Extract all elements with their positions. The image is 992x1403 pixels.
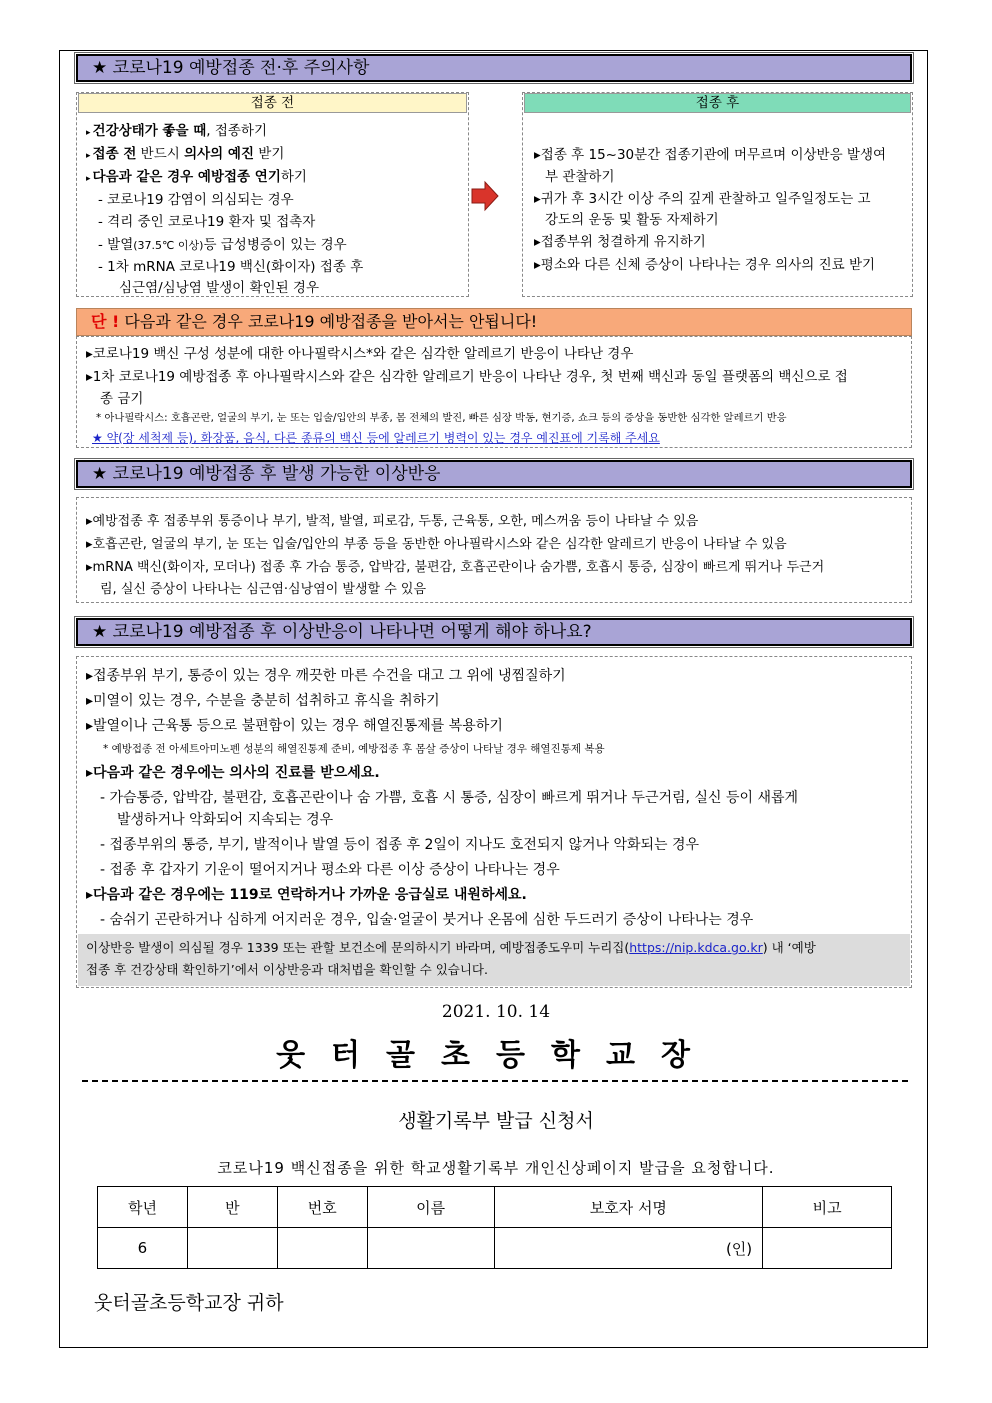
side-effect-1: ▸예방접종 후 접종부위 통증이나 부기, 발적, 발열, 피로감, 두통, 근육통, 오한, 메스꺼움 등이 나타날 수 있음 bbox=[86, 514, 699, 529]
after-item-1: ▸접종 후 15~30분간 접종기관에 머무르며 이상반응 발생여 bbox=[534, 147, 887, 163]
cell-class[interactable] bbox=[187, 1228, 277, 1269]
todo-5: ▸다음과 같은 경우에는 119로 연락하거나 가까운 응급실로 내원하세요. bbox=[86, 887, 527, 903]
table-row bbox=[98, 1228, 892, 1269]
todo-4-sub-3: - 접종 후 갑자기 기운이 떨어지거나 평소와 다른 이상 증상이 나타나는 경우 bbox=[100, 862, 560, 878]
todo-2: ▸미열이 있는 경우, 수분을 충분히 섭취하고 휴식을 취하기 bbox=[86, 693, 440, 709]
before-sub-3: - 발열(37.5℃ 이상)등 급성병증이 있는 경우 bbox=[98, 237, 347, 253]
header-number: 번호 bbox=[277, 1187, 367, 1228]
cell-guardian-signature[interactable]: (인) bbox=[494, 1228, 763, 1269]
contact-note: 이상반응 발생이 의심될 경우 1339 또는 관할 보건소에 문의하시기 바라며, 예방접종도우미 누리집(https://nip.kdca.go.kr) 내 ‘예방 접종 후 건강상태 확인하기’에서 이상반응과 대처법을 확인할 수 있습니다. bbox=[78, 934, 910, 986]
todo-4-sub-1: - 가슴통증, 압박감, 불편감, 호흡곤란이나 숨 가쁨, 호흡 시 통증, 심장이 빠르게 뛰거나 두근거림, 실신 등이 새롭게 bbox=[100, 790, 799, 806]
todo-5-sub-1: - 숨쉬기 곤란하거나 심하게 어지러운 경우, 입술·얼굴이 붓거나 온몸에 심한 두드러기 증상이 나타나는 경우 bbox=[100, 912, 754, 928]
form-title: 생활기록부 발급 신청서 bbox=[398, 1110, 594, 1132]
before-sub-4: - 1차 mRNA 코로나19 백신(화이자) 접종 후 bbox=[98, 259, 364, 275]
header-remarks: 비고 bbox=[763, 1187, 892, 1228]
contra-item-1: ▸코로나19 백신 구성 성분에 대한 아나필락시스*와 같은 심각한 알레르기 반응이 나타난 경우 bbox=[86, 346, 634, 362]
before-sub-1: - 코로나19 감염이 의심되는 경우 bbox=[98, 192, 294, 208]
section-side-effects-title: ★ 코로나19 예방접종 후 발생 가능한 이상반응 bbox=[76, 460, 912, 488]
before-sub-2: - 격리 중인 코로나19 환자 및 접촉자 bbox=[98, 214, 316, 230]
todo-4-sub-2: - 접종부위의 통증, 부기, 발적이나 발열 등이 접종 후 2일이 지나도 호전되지 않거나 악화되는 경우 bbox=[100, 837, 700, 853]
form-request-text: 코로나19 백신접종을 위한 학교생활기록부 개인신상페이지 발급을 요청합니다. bbox=[217, 1159, 775, 1177]
cell-number[interactable] bbox=[277, 1228, 367, 1269]
before-header: 접종 전 bbox=[78, 93, 467, 113]
after-header: 접종 후 bbox=[524, 93, 911, 113]
side-effect-3: ▸mRNA 백신(화이자, 모더나) 접종 후 가슴 통증, 압박감, 불편감, 호흡곤란이나 숨가쁨, 호흡시 통증, 심장이 빠르게 뛰거나 두근거 bbox=[86, 560, 825, 575]
before-item-1: ▸ 건강상태가 좋을 때, 접종하기 bbox=[86, 123, 268, 139]
after-item-4: ▸평소와 다른 신체 증상이 나타나는 경우 의사의 진료 받기 bbox=[534, 257, 876, 273]
side-effect-2: ▸호흡곤란, 얼굴의 부기, 눈 또는 입술/입안의 부종 등을 동반한 아나필락시스와 같은 심각한 알레르기 반응이 나타날 수 있음 bbox=[86, 537, 787, 552]
application-table bbox=[97, 1186, 892, 1269]
cell-remarks[interactable] bbox=[763, 1228, 892, 1269]
header-grade: 학년 bbox=[98, 1187, 188, 1228]
contra-item-2b: 종 금기 bbox=[100, 391, 144, 407]
after-item-3: ▸접종부위 청결하게 유지하기 bbox=[534, 234, 706, 250]
right-arrow-icon bbox=[470, 180, 500, 212]
nip-link[interactable]: https://nip.kdca.go.kr bbox=[629, 940, 763, 955]
contraindication-title: 단 ! 다음과 같은 경우 코로나19 예방접종을 받아서는 안됩니다! bbox=[76, 308, 912, 336]
todo-3: ▸발열이나 근육통 등으로 불편함이 있는 경우 해열진통제를 복용하기 bbox=[86, 718, 503, 734]
header-name: 이름 bbox=[367, 1187, 494, 1228]
anaphylaxis-footnote: * 아나필락시스: 호흡곤란, 얼굴의 부기, 눈 또는 입술/입안의 부종, 몸 전체의 발진, 빠른 심장 박동, 현기증, 쇼크 등의 증상을 동반한 심각한 알레르기 반응 bbox=[96, 412, 787, 424]
document-date: 2021. 10. 14 bbox=[441, 1002, 551, 1022]
cell-grade[interactable]: 6 bbox=[98, 1228, 188, 1269]
todo-1: ▸접종부위 부기, 통증이 있는 경우 깨끗한 마른 수건을 대고 그 위에 냉찜질하기 bbox=[86, 668, 566, 684]
allergy-note: ★ 약(장 세척제 등), 화장품, 음식, 다른 종류의 백신 등에 알레르기 병력이 있는 경우 예진표에 기록해 주세요 bbox=[92, 431, 660, 445]
after-item-2: ▸귀가 후 3시간 이상 주의 깊게 관찰하고 일주일정도는 고 bbox=[534, 191, 871, 207]
before-item-3: ▸ 다음과 같은 경우 예방접종 연기하기 bbox=[86, 169, 307, 185]
after-item-1b: 부 관찰하기 bbox=[545, 169, 615, 185]
cut-line bbox=[82, 1080, 908, 1082]
header-class: 반 bbox=[187, 1187, 277, 1228]
side-effect-3b: 림, 실신 증상이 나타나는 심근염·심낭염이 발생할 수 있음 bbox=[100, 582, 427, 597]
todo-4: ▸다음과 같은 경우에는 의사의 진료를 받으세요. bbox=[86, 765, 380, 781]
before-item-2: ▸ 접종 전 반드시 의사의 예진 받기 bbox=[86, 146, 285, 162]
after-item-2b: 강도의 운동 및 활동 자제하기 bbox=[545, 212, 719, 228]
contra-item-2: ▸1차 코로나19 예방접종 후 아나필락시스와 같은 심각한 알레르기 반응이 나타난 경우, 첫 번째 백신과 동일 플랫폼의 백신으로 접 bbox=[86, 369, 848, 385]
section-what-to-do-title: ★ 코로나19 예방접종 후 이상반응이 나타나면 어떻게 해야 하나요? bbox=[76, 618, 912, 646]
cell-name[interactable] bbox=[367, 1228, 494, 1269]
section-precautions-title: ★ 코로나19 예방접종 전·후 주의사항 bbox=[76, 54, 912, 82]
todo-3-note: * 예방접종 전 아세트아미노펜 성분의 해열진통제 준비, 예방접종 후 몸살 증상이 나타날 경우 해열진통제 복용 bbox=[103, 743, 605, 755]
table-header-row bbox=[98, 1187, 892, 1228]
todo-4-sub-1b: 발생하거나 악화되어 지속되는 경우 bbox=[117, 812, 334, 828]
school-principal-title: 웃터골초등학교장 bbox=[276, 1038, 716, 1073]
header-guardian-signature: 보호자 서명 bbox=[494, 1187, 763, 1228]
before-sub-4b: 심근염/심낭염 발생이 확인된 경우 bbox=[119, 280, 319, 296]
addressee: 웃터골초등학교장 귀하 bbox=[94, 1292, 284, 1314]
